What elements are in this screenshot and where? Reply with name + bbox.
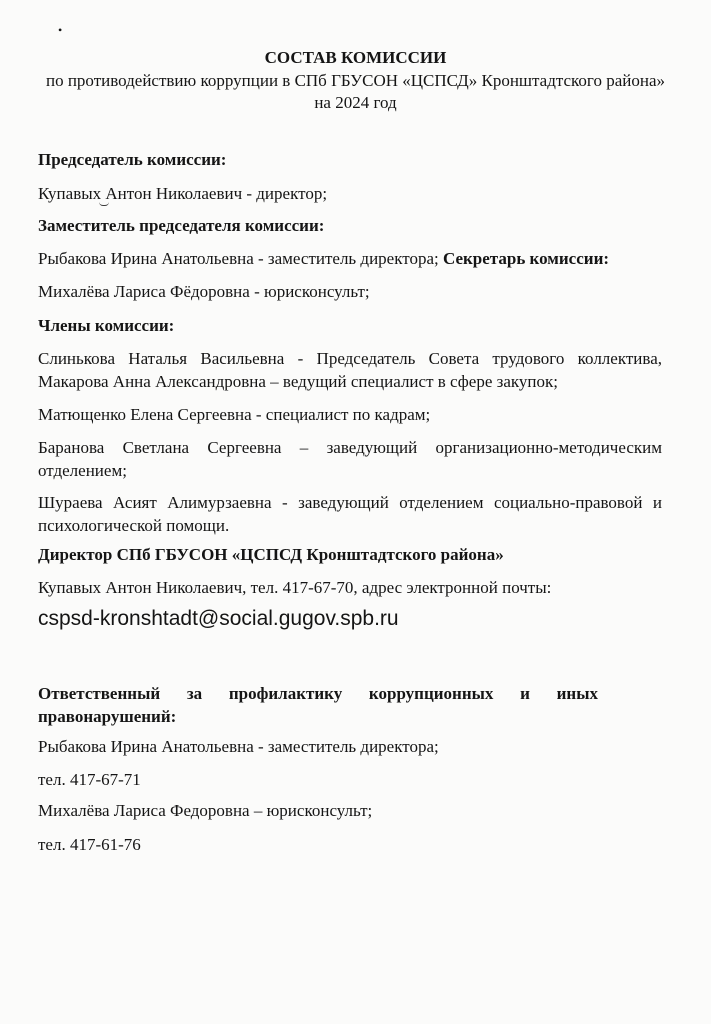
responsible-phone-2: тел. 417-61-76 (38, 835, 141, 854)
member-item-3: Матющенко Елена Сергеевна - специалист по кадрам; (38, 405, 431, 424)
member-item-2: Макарова Анна Александровна – ведущий специалист в сфере закупок; (38, 372, 558, 391)
member-item-5: Шураева Асият Алимурзаевна - заведующий отделением социально-правовой и психологической помощи. (38, 493, 662, 535)
scan-mark: • (58, 23, 63, 37)
chairman-heading: Председатель комиссии: (38, 150, 227, 169)
pen-tick-mark (99, 202, 109, 206)
director-contact: Купавых Антон Николаевич, тел. 417-67-70, адрес электронной почты: (38, 578, 552, 597)
director-heading: Директор СПб ГБУСОН «ЦСПСД Кронштадтского района» (38, 545, 504, 564)
document-title: СОСТАВ КОМИССИИ (264, 48, 447, 67)
responsible-person-2: Михалёва Лариса Федоровна – юрисконсульт; (38, 801, 373, 820)
secretary-person: Михалёва Лариса Фёдоровна - юрисконсульт; (38, 282, 370, 301)
deputy-heading: Заместитель председателя комиссии: (38, 216, 325, 235)
member-item-4: Баранова Светлана Сергеевна – заведующий организационно-методическим отделением; (38, 438, 662, 480)
secretary-heading: Секретарь комиссии: (442, 249, 610, 268)
deputy-person: Рыбакова Ирина Анатольевна - заместитель директора; (38, 249, 439, 268)
responsible-phone-1: тел. 417-67-71 (38, 770, 141, 789)
responsible-heading: Ответственный за профилактику коррупционных и иных правонарушений: (38, 684, 598, 726)
members-heading: Члены комиссии: (38, 316, 175, 335)
document-subtitle: по противодействию коррупции в СПб ГБУСОН «ЦСПСД» Кронштадтского района» на 2024 год (45, 71, 666, 112)
responsible-person-1: Рыбакова Ирина Анатольевна - заместитель директора; (38, 737, 439, 756)
chairman-person: Купавых Антон Николаевич - директор; (38, 184, 328, 203)
director-email: cspsd-kronshtadt@social.gugov.spb.ru (38, 607, 399, 630)
member-item-1: Слинькова Наталья Васильевна - Председатель Совета трудового коллектива, (38, 349, 662, 368)
deputy-secretary-line (38, 249, 609, 269)
